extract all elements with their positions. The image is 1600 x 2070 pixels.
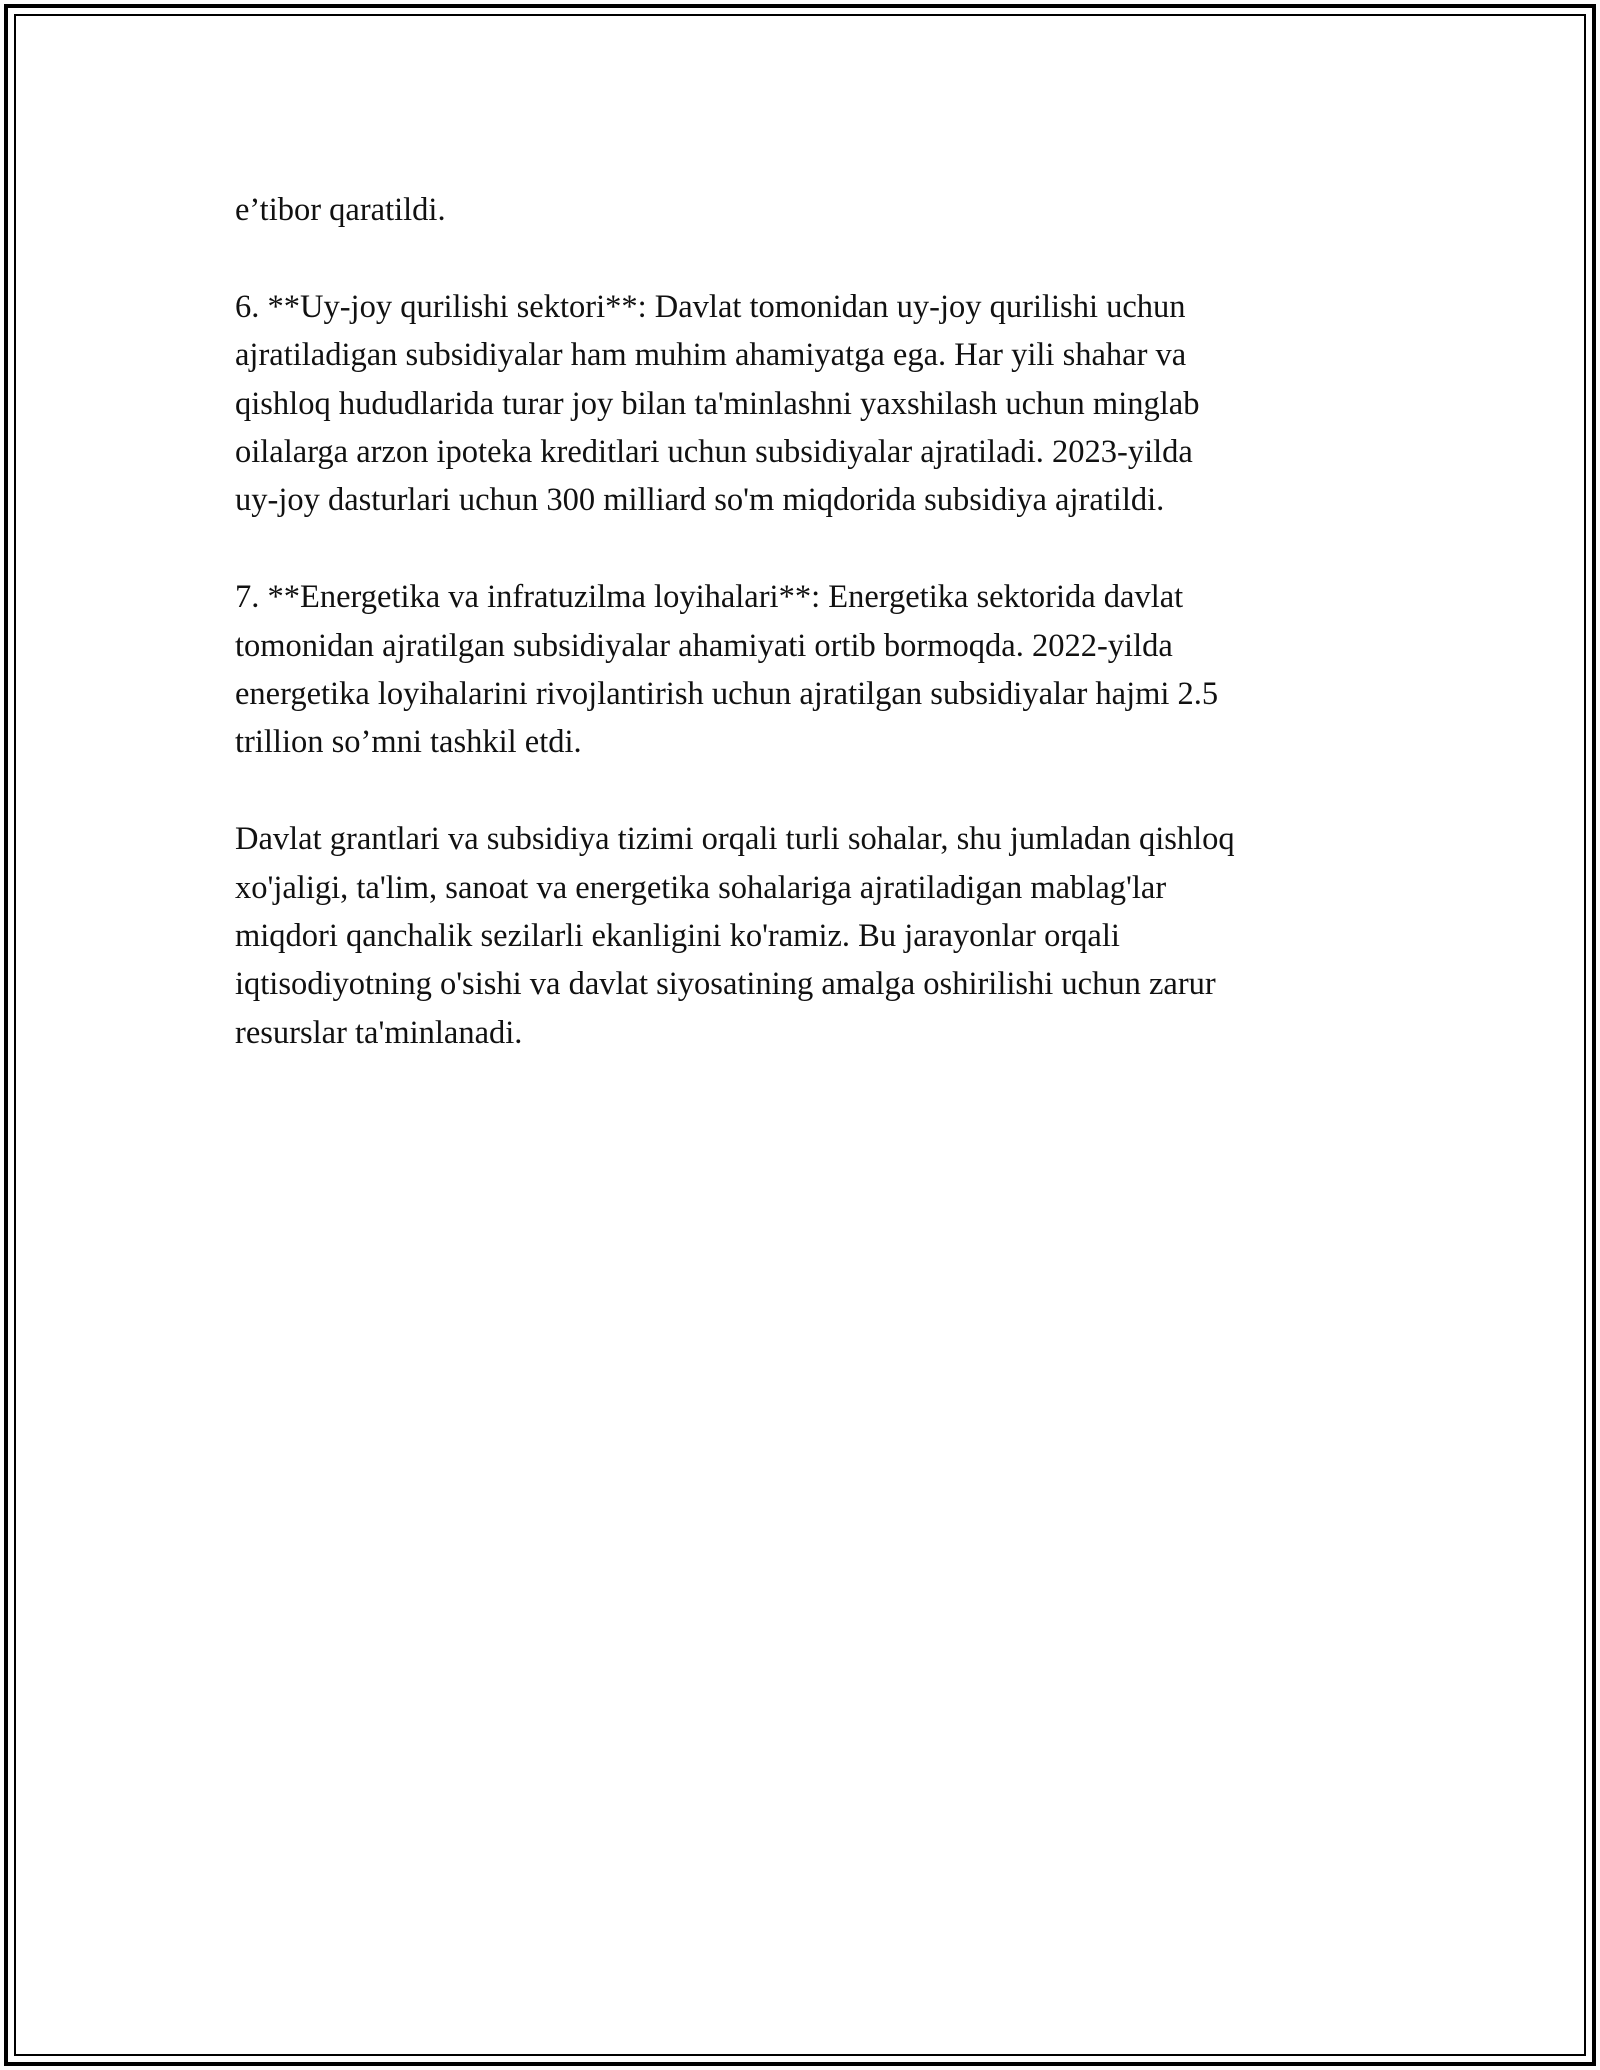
document-body bbox=[235, 186, 1395, 1106]
paragraph-continuation: e’tibor qaratildi. bbox=[235, 192, 446, 228]
paragraph-housing-sector: 6. **Uy-joy qurilishi sektori**: Davlat tomonidan uy-joy qurilishi uchun ajratiladigan subsidiyalar ham muhim ahamiyatga ega. Har yili shahar va qishloq hududlarida turar joy bilan ta'minlashni yaxshilash uchun minglab oilalarga arzon ipoteka kreditlari uchun subsidiyalar ajratiladi. 2023-yilda uy-joy dasturlari uchun 300 milliard so'm miqdorida subsidiya ajratildi. bbox=[235, 288, 1200, 519]
paragraph-conclusion: Davlat grantlari va subsidiya tizimi orqali turli sohalar, shu jumladan qishloq xo'jaligi, ta'lim, sanoat va energetika sohalariga ajratiladigan mablag'lar miqdori qanchalik sezilarli ekanligini ko'ramiz. Bu jarayonlar orqali iqtisodiyotning o'sishi va davlat siyosatining amalga oshirilishi uchun zarur resurslar ta'minlanadi. bbox=[235, 821, 1235, 1051]
paragraph-energy-sector: 7. **Energetika va infratuzilma loyihalari**: Energetika sektorida davlat tomonidan ajratilgan subsidiyalar ahamiyati ortib bormoqda. 2022-yilda energetika loyihalarini rivojlantirish uchun ajratilgan subsidiyalar hajmi 2.5 trillion so’mni tashkil etdi. bbox=[235, 579, 1219, 761]
